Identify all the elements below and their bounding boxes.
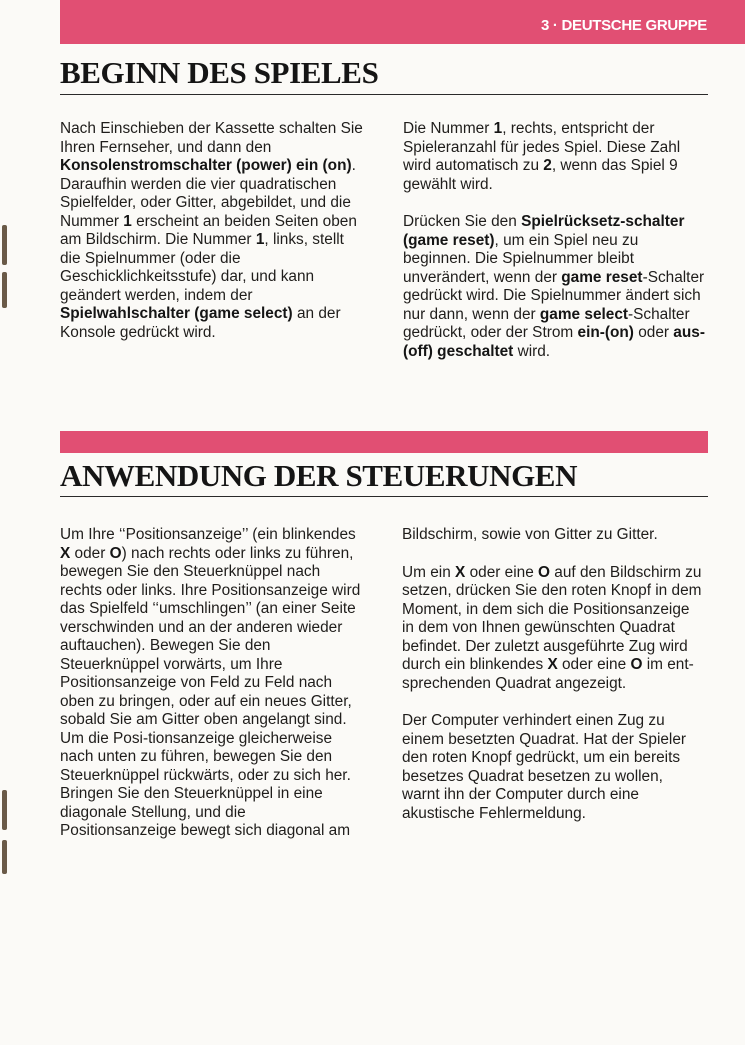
text-run: Um Ihre ‘‘Positionsanzeige’’ (ein blinkendes — [60, 526, 356, 543]
text-run: . Daraufhin werden die vier quadratischen Spielfelder, oder Gitter, abgebildet, und die Nummer — [60, 157, 356, 230]
text-run: Die Nummer — [403, 120, 494, 137]
text-run: erscheint an beiden Seiten oben am Bildschirm. Die Nummer — [60, 212, 357, 248]
section-title-anwendung: ANWENDUNG DER STEUERUNGEN — [60, 458, 578, 493]
bold-term: O — [630, 656, 643, 673]
text-run: Der Computer verhindert einen Zug zu einem besetzten Quadrat. Hat der Spieler den roten Knopf gedrückt, um ein bereits besetzes Quadrat besetzen zu wollen, warnt ihn der Computer durch eine akustische Fehlermeldung. — [402, 712, 687, 822]
text-run: ) nach rechts oder links zu führen, bewegen Sie den Steuerknüppel nach rechts oder links. Ihre Positionsanzeige wird das Spielfeld ‘‘umschlingen’’ (an einer Seite verschwinden und an der anderen wieder auftauchen). Bewegen Sie den Steuerknüppel vorwärts, um Ihre Positionsanzeige von Feld zu Feld nach oben zu bringen, oder auf ein neues Gitter, sobald Sie am Gitter oben angelangt sind. Um die Posi-tionsanzeige gleicherweise nach unten zu führen, bewegen Sie den Steuerknüppel rückwärts, oder zu sich her. Bringen Sie den Steuerknüppel in eine diagonale Stellung, und die Positionsanzeige bewegt sich diagonal am — [60, 544, 361, 839]
binding-mark — [2, 790, 7, 830]
bold-term: X — [547, 656, 558, 673]
text-run: Drücken Sie den — [403, 213, 522, 230]
bold-term: 1 — [123, 212, 132, 230]
paragraph — [402, 526, 704, 545]
text-run: auf den Bildschirm zu setzen, drücken Sie den roten Knopf in dem Moment, in dem sich die Positionsanzeige in dem von Ihnen gewünschten Quadrat befindet. Der zuletzt ausgeführte Zug wird durch ein blinkendes — [402, 563, 702, 673]
header-color-band — [60, 0, 745, 44]
text-run: wird. — [513, 342, 551, 360]
text-run: , wenn das Spiel 9 gewählt wird. — [403, 157, 678, 193]
bold-term: X — [60, 544, 71, 562]
paragraph — [60, 120, 365, 342]
text-column-left — [60, 526, 362, 860]
text-run: im ent-sprechenden Quadrat angezeigt. — [402, 656, 694, 692]
section-divider-band — [60, 431, 708, 453]
title-underline — [60, 94, 708, 95]
bold-term: 1 — [493, 120, 503, 137]
binding-mark — [2, 225, 7, 265]
text-column-left — [60, 120, 365, 361]
bold-term: Spielwahlschalter (game select) — [60, 305, 293, 322]
text-run: oder eine — [557, 656, 631, 673]
bold-term: Spielrücksetz-schalter (game reset) — [403, 213, 685, 249]
binding-mark — [2, 840, 7, 874]
bold-term: 1 — [255, 231, 265, 248]
section-title-beginn: BEGINN DES SPIELES — [60, 55, 379, 90]
text-run: -Schalter gedrückt wird. Die Spielnummer ändert sich nur dann, wenn der — [403, 268, 705, 323]
text-run: Nach Einschieben der Kassette schalten Sie Ihren Fernseher, und dann den — [60, 120, 363, 156]
bold-term: Konsolenstromschalter (power) ein (on) — [60, 157, 352, 174]
bold-term: aus-(off) geschaltet — [403, 324, 705, 360]
bold-term: X — [455, 563, 466, 581]
text-run: Um ein — [402, 563, 456, 581]
bold-term: O — [109, 544, 122, 562]
text-run: oder — [633, 324, 674, 341]
text-column-right — [402, 526, 704, 842]
paragraph — [402, 712, 704, 823]
bold-term: ein-(on) — [577, 324, 634, 341]
text-run: -Schalter gedrückt, oder der Strom — [403, 305, 690, 341]
bold-term: O — [538, 563, 551, 581]
paragraph — [402, 564, 704, 694]
section-label: 3 · DEUTSCHE GRUPPE — [541, 17, 707, 34]
text-run: an der Konsole gedrückt wird. — [60, 305, 341, 341]
bold-term: 2 — [543, 157, 552, 174]
paragraph — [403, 213, 708, 361]
title-underline — [60, 496, 708, 497]
text-column-right — [403, 120, 708, 380]
text-run: Bildschirm, sowie von Gitter zu Gitter. — [402, 526, 658, 543]
text-run: , rechts, entspricht der Spieleranzahl für jedes Spiel. Diese Zahl wird automatisch zu — [403, 120, 681, 174]
text-run: oder — [70, 544, 110, 562]
bold-term: game select — [539, 305, 629, 323]
paragraph — [403, 120, 708, 194]
text-run: oder eine — [465, 563, 539, 581]
text-run: , um ein Spiel neu zu beginnen. Die Spielnummer bleibt unverändert, wenn der — [403, 231, 639, 286]
paragraph — [60, 526, 362, 841]
binding-mark — [2, 272, 7, 308]
bold-term: game reset — [561, 268, 643, 286]
text-run: , links, stellt die Spielnummer (oder die Geschicklichkeitsstufe) dar, und kann geändert werden, indem der — [60, 231, 344, 304]
